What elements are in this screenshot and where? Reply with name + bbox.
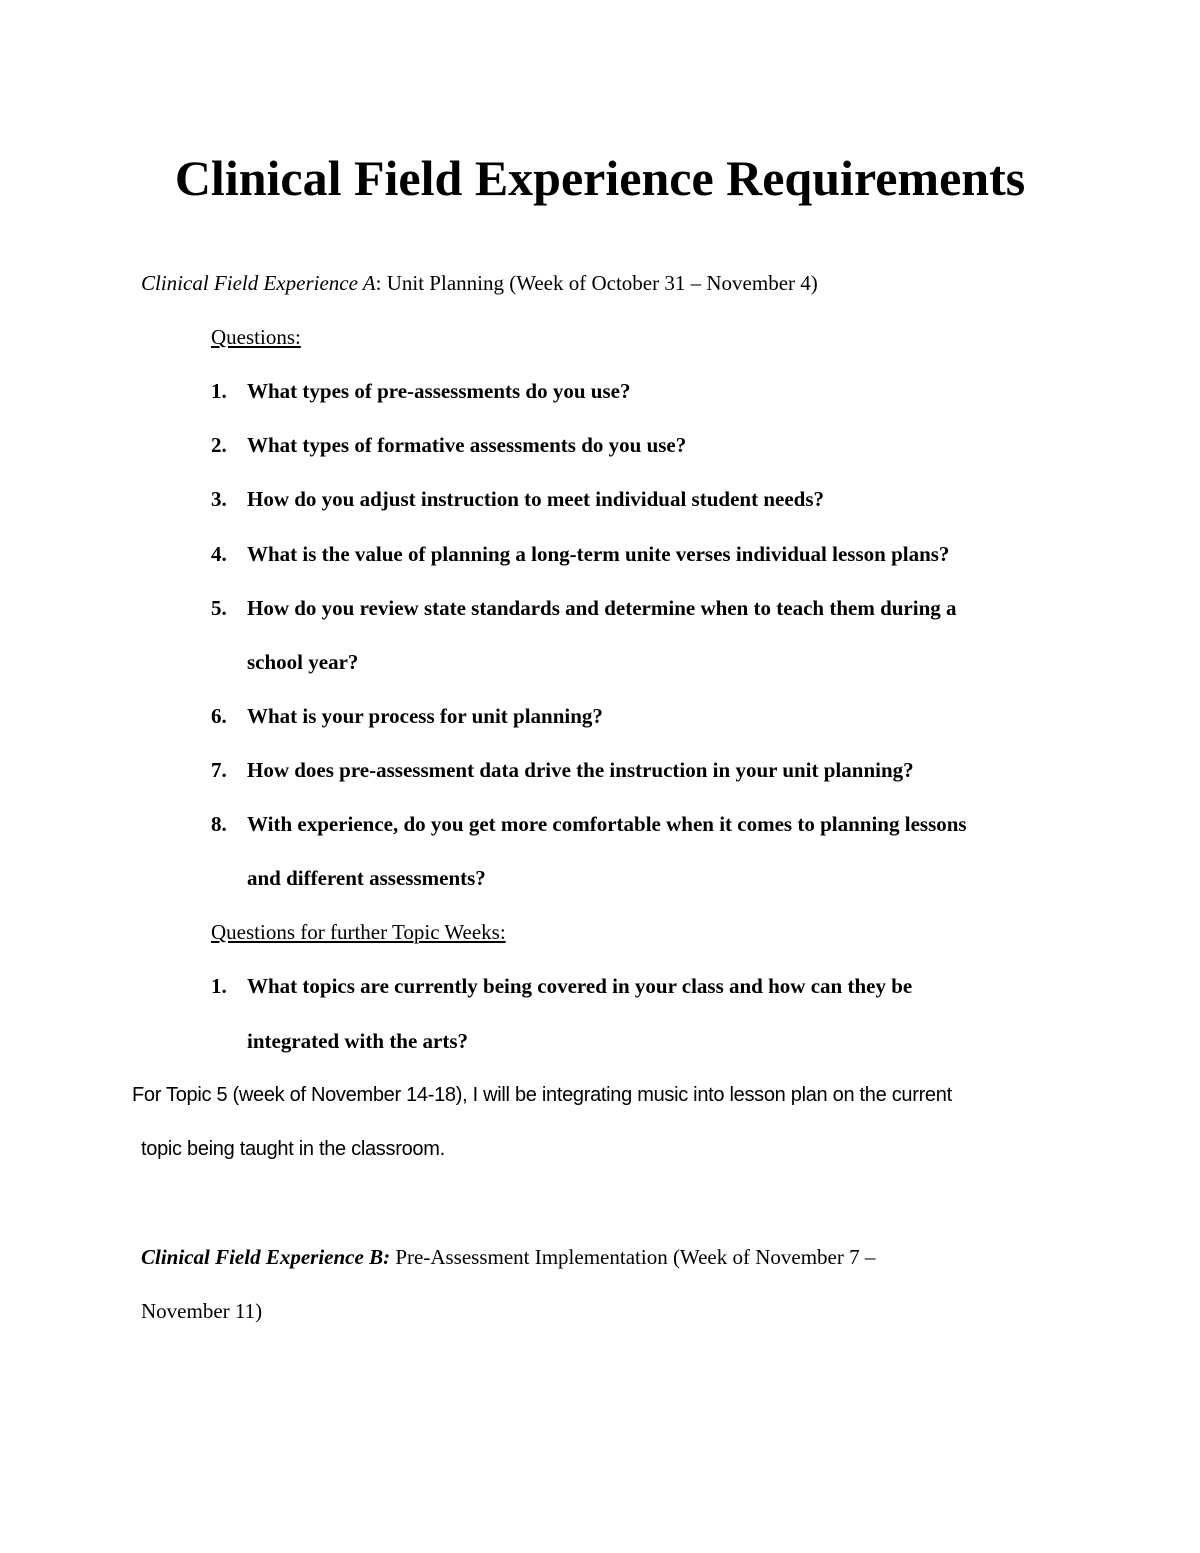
question-number: 5. (211, 596, 227, 620)
question-number: 2. (211, 433, 227, 457)
question-number: 6. (211, 704, 227, 728)
further-question-text-continued: integrated with the arts? (247, 1029, 469, 1053)
experience-a-text: Unit Planning (Week of October 31 – November 4) (381, 271, 818, 295)
experience-b-label: Clinical Field Experience B: (141, 1245, 391, 1269)
question-text: What is your process for unit planning? (247, 704, 603, 728)
topic-note-line-continued: topic being taught in the classroom. (141, 1138, 445, 1160)
question-text: How does pre-assessment data drive the instruction in your unit planning? (247, 758, 914, 782)
experience-b-heading (141, 1243, 875, 1271)
experience-b-text-continued: November 11) (141, 1299, 263, 1323)
experience-a-separator: : (375, 271, 382, 295)
question-number: 4. (211, 542, 227, 566)
questions-heading: Questions: (211, 325, 301, 349)
question-text: How do you adjust instruction to meet individual student needs? (247, 487, 824, 511)
question-text-continued: and different assessments? (247, 866, 486, 890)
further-questions-heading: Questions for further Topic Weeks: (211, 920, 506, 944)
topic-note-line: For Topic 5 (week of November 14-18), I will be integrating music into lesson plan on the current (132, 1084, 952, 1106)
further-question-number: 1. (211, 974, 227, 998)
question-text: What types of formative assessments do you use? (247, 433, 687, 457)
question-text: How do you review state standards and determine when to teach them during a (247, 596, 957, 620)
question-text: What is the value of planning a long-term unite verses individual lesson plans? (247, 542, 950, 566)
question-text: With experience, do you get more comfortable when it comes to planning lessons (247, 812, 967, 836)
document-title: Clinical Field Experience Requirements (174, 150, 1026, 206)
question-number: 8. (211, 812, 227, 836)
experience-b-text: Pre-Assessment Implementation (Week of November 7 – (390, 1245, 876, 1269)
further-question-text: What topics are currently being covered in your class and how can they be (247, 974, 913, 998)
experience-a-label: Clinical Field Experience A (141, 271, 376, 295)
question-number: 1. (211, 379, 227, 403)
question-text: What types of pre-assessments do you use? (247, 379, 631, 403)
question-number: 7. (211, 758, 227, 782)
question-number: 3. (211, 487, 227, 511)
experience-a-heading (141, 269, 818, 297)
question-text-continued: school year? (247, 650, 359, 674)
